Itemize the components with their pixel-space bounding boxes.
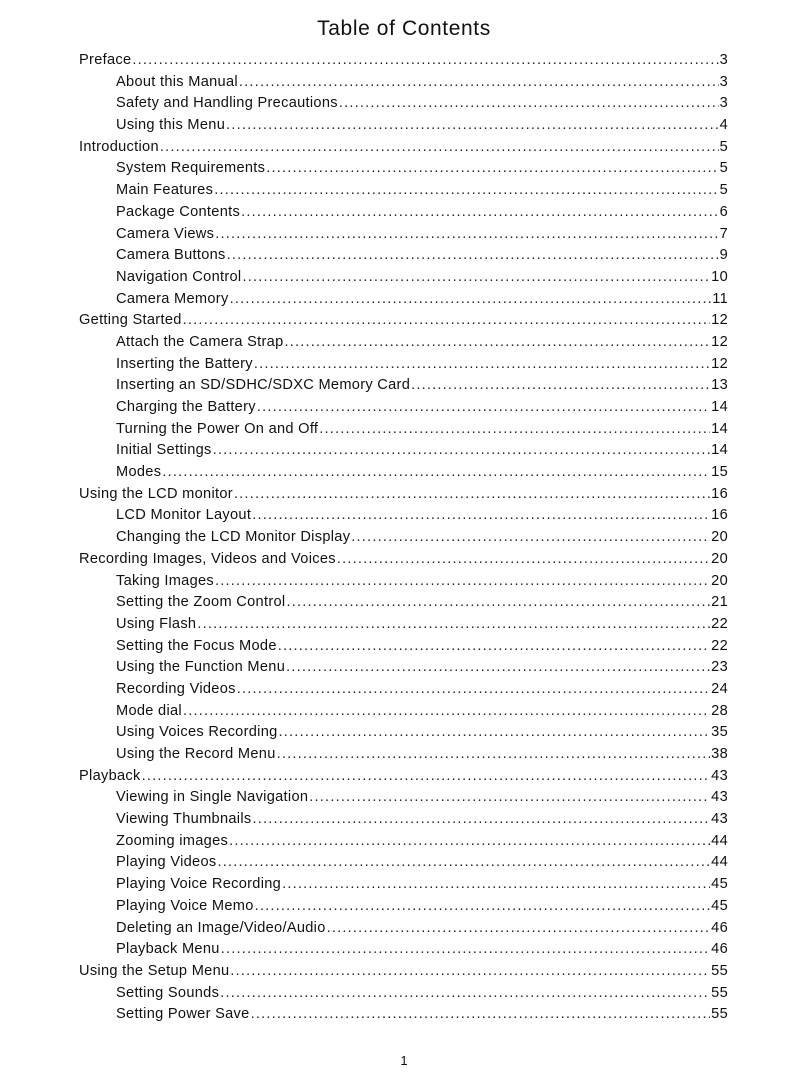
toc-entry-page: 28 [711,702,728,719]
toc-subsection-entry[interactable] [79,1006,728,1028]
toc-dot-leader [217,854,710,870]
toc-entry-label: Playback Menu [116,941,220,958]
toc-subsection-entry[interactable] [79,876,728,898]
toc-subsection-entry[interactable] [79,898,728,920]
toc-entry-label: Charging the Battery [116,399,256,415]
toc-entry-label: Changing the LCD Monitor Display [116,529,351,546]
toc-subsection-entry[interactable] [79,117,728,139]
toc-section-entry[interactable] [79,52,728,74]
toc-entry-page: 5 [719,138,728,155]
toc-dot-leader [183,703,710,719]
toc-entry-page: 13 [711,377,728,394]
toc-entry-label: Deleting an Image/Video/Audio [116,919,326,936]
toc-subsection-entry[interactable] [79,507,728,529]
toc-entry-page: 3 [719,52,728,68]
toc-entry-page: 5 [719,182,728,199]
toc-entry-page: 20 [711,529,728,546]
toc-dot-leader [285,334,711,350]
toc-subsection-entry[interactable] [79,703,728,725]
toc-dot-leader [160,139,719,155]
toc-entry-label: Initial Settings [116,442,212,459]
toc-dot-leader [230,291,712,307]
toc-entry-label: Attach the Camera Strap [116,333,284,350]
toc-dot-leader [252,507,710,523]
toc-entry-page: 20 [711,572,728,589]
toc-entry-label: Inserting the Battery [116,355,253,372]
toc-entry-page: 14 [711,442,728,459]
toc-dot-leader [242,269,710,285]
toc-dot-leader [339,95,719,111]
toc-subsection-entry[interactable] [79,269,728,291]
toc-subsection-entry[interactable] [79,464,728,486]
toc-dot-leader [278,638,710,654]
toc-entry-page: 45 [711,876,728,893]
toc-entry-page: 3 [719,73,728,90]
toc-dot-leader [411,377,710,393]
toc-entry-page: 5 [719,160,728,177]
toc-entry-page: 38 [711,746,728,762]
toc-entry-label: Playing Voice Recording [116,876,282,893]
toc-entry-label: Playback [79,767,141,784]
toc-entry-page: 14 [711,399,728,415]
toc-subsection-entry[interactable] [79,356,728,378]
toc-dot-leader [227,247,719,263]
toc-subsection-entry[interactable] [79,833,728,855]
toc-subsection-entry[interactable] [79,594,728,616]
toc-entry-page: 21 [711,594,728,611]
toc-dot-leader [221,941,710,957]
toc-subsection-entry[interactable] [79,638,728,660]
toc-dot-leader [252,811,710,827]
toc-entry-label: Viewing in Single Navigation [116,789,309,806]
toc-entry-page: 23 [711,659,728,676]
toc-subsection-entry[interactable] [79,529,728,551]
toc-entry-label: Preface [79,52,132,68]
toc-dot-leader [337,551,710,567]
toc-dot-leader [215,226,718,242]
toc-entry-label: Playing Videos [116,854,217,871]
toc-dot-leader [286,594,710,610]
toc-subsection-entry[interactable] [79,985,728,1007]
toc-dot-leader [241,204,719,220]
toc-entry-page: 12 [711,333,728,350]
toc-entry-label: Introduction [79,138,159,155]
toc-entry-label: Setting the Focus Mode [116,637,277,654]
toc-subsection-entry[interactable] [79,291,728,313]
toc-entry-page: 45 [711,897,728,914]
toc-dot-leader [142,768,711,784]
toc-dot-leader [286,659,710,675]
toc-entry-label: LCD Monitor Layout [116,507,252,524]
toc-entry-page: 9 [719,247,728,264]
toc-entry-label: Using the Setup Menu [79,962,230,979]
toc-entry-page: 6 [719,203,728,220]
toc-entry-label: Viewing Thumbnails [116,811,252,828]
toc-entry-page: 20 [711,550,728,567]
toc-subsection-entry[interactable] [79,941,728,963]
toc-dot-leader [257,399,710,415]
toc-entry-page: 10 [711,268,728,285]
toc-subsection-entry[interactable] [79,247,728,269]
toc-entry-label: Inserting an SD/SDHC/SDXC Memory Card [116,377,411,394]
toc-dot-leader [327,920,711,936]
toc-entry-page: 43 [711,811,728,828]
toc-dot-leader [214,182,718,198]
toc-dot-leader [234,486,710,502]
toc-dot-leader [229,833,710,849]
toc-entry-label: Camera Views [116,225,215,242]
toc-subsection-entry[interactable] [79,659,728,681]
toc-entry-label: Taking Images [116,572,214,589]
toc-dot-leader [251,1006,711,1022]
toc-entry-label: Using the Record Menu [116,746,276,762]
toc-entry-label: Getting Started [79,312,182,329]
toc-entry-label: Zooming images [116,832,229,849]
toc-subsection-entry[interactable] [79,334,728,356]
toc-subsection-entry[interactable] [79,789,728,811]
toc-entry-label: Playing Voice Memo [116,897,254,914]
toc-entry-page: 55 [711,962,728,979]
toc-dot-leader [319,421,710,437]
toc-dot-leader [277,746,711,762]
toc-subsection-entry[interactable] [79,724,728,746]
toc-entry-page: 22 [711,615,728,632]
toc-entry-label: Setting Power Save [116,1006,250,1023]
toc-subsection-entry[interactable] [79,811,728,833]
toc-subsection-entry[interactable] [79,421,728,443]
toc-dot-leader [226,117,718,133]
toc-subsection-entry[interactable] [79,160,728,182]
toc-subsection-entry[interactable] [79,681,728,703]
toc-entry-page: 24 [711,680,728,697]
toc-subsection-entry[interactable] [79,399,728,421]
toc-dot-leader [255,898,711,914]
toc-entry-page: 3 [719,95,728,112]
toc-dot-leader [213,442,711,458]
toc-entry-label: System Requirements [116,160,266,177]
toc-entry-label: Using this Menu [116,117,226,134]
toc-entry-page: 44 [711,832,728,849]
page-number: 1 [400,1053,408,1068]
toc-entry-page: 12 [711,312,728,329]
toc-subsection-entry[interactable] [79,573,728,595]
toc-entry-page: 55 [711,984,728,1001]
toc-dot-leader [220,985,710,1001]
toc-dot-leader [197,616,710,632]
toc-section-entry[interactable] [79,768,728,790]
toc-entry-page: 11 [712,290,728,307]
toc-dot-leader [230,963,710,979]
toc-entry-label: Using Flash [116,615,197,632]
toc-entry-label: Modes [116,464,162,481]
toc-entry-label: Using the Function Menu [116,659,286,676]
toc-entry-page: 16 [711,507,728,524]
toc-dot-leader [132,52,718,68]
toc-subsection-entry[interactable] [79,920,728,942]
toc-entry-label: Safety and Handling Precautions [116,95,338,112]
toc-entry-page: 7 [719,225,728,242]
toc-entry-page: 55 [711,1006,728,1023]
toc-subsection-entry[interactable] [79,204,728,226]
toc-section-entry[interactable] [79,963,728,985]
toc-entry-page: 46 [711,919,728,936]
toc-entry-label: Camera Memory [116,290,229,307]
toc-entry-label: Mode dial [116,702,182,719]
toc-entry-label: Using the LCD monitor [79,485,233,502]
toc-entry-page: 44 [711,854,728,871]
toc-entry-label: About this Manual [116,73,238,90]
page-title: Table of Contents [317,17,491,40]
toc-entry-label: Using Voices Recording [116,724,278,741]
toc-entry-page: 4 [719,117,728,134]
toc-subsection-entry[interactable] [79,377,728,399]
toc-section-entry[interactable] [79,139,728,161]
toc-subsection-entry[interactable] [79,746,728,768]
toc-dot-leader [279,724,711,740]
toc-dot-leader [309,789,710,805]
toc-entry-page: 22 [711,637,728,654]
toc-entry-label: Turning the Power On and Off [116,420,319,437]
toc-entry-label: Setting Sounds [116,984,220,1001]
table-of-contents [79,52,728,1028]
toc-dot-leader [237,681,710,697]
toc-entry-page: 16 [711,485,728,502]
toc-entry-label: Navigation Control [116,268,242,285]
toc-subsection-entry[interactable] [79,95,728,117]
toc-dot-leader [183,312,710,328]
toc-entry-label: Camera Buttons [116,247,226,264]
toc-subsection-entry[interactable] [79,854,728,876]
toc-entry-label: Setting the Zoom Control [116,594,286,611]
toc-section-entry[interactable] [79,312,728,334]
toc-subsection-entry[interactable] [79,74,728,96]
toc-entry-page: 46 [711,941,728,958]
toc-dot-leader [254,356,710,372]
toc-entry-page: 15 [711,464,728,481]
toc-subsection-entry[interactable] [79,182,728,204]
toc-entry-label: Recording Videos [116,680,236,697]
toc-dot-leader [162,464,710,480]
toc-section-entry[interactable] [79,486,728,508]
toc-entry-page: 14 [711,420,728,437]
toc-entry-label: Main Features [116,182,214,199]
toc-entry-label: Package Contents [116,203,241,220]
toc-subsection-entry[interactable] [79,226,728,248]
toc-entry-page: 35 [711,724,728,741]
toc-dot-leader [239,74,719,90]
toc-subsection-entry[interactable] [79,616,728,638]
toc-dot-leader [215,573,710,589]
toc-dot-leader [282,876,710,892]
toc-dot-leader [266,160,718,176]
toc-section-entry[interactable] [79,551,728,573]
toc-dot-leader [351,529,710,545]
toc-entry-page: 43 [711,767,728,784]
toc-entry-page: 12 [711,355,728,372]
toc-entry-label: Recording Images, Videos and Voices [79,550,336,567]
toc-subsection-entry[interactable] [79,442,728,464]
toc-entry-page: 43 [711,789,728,806]
